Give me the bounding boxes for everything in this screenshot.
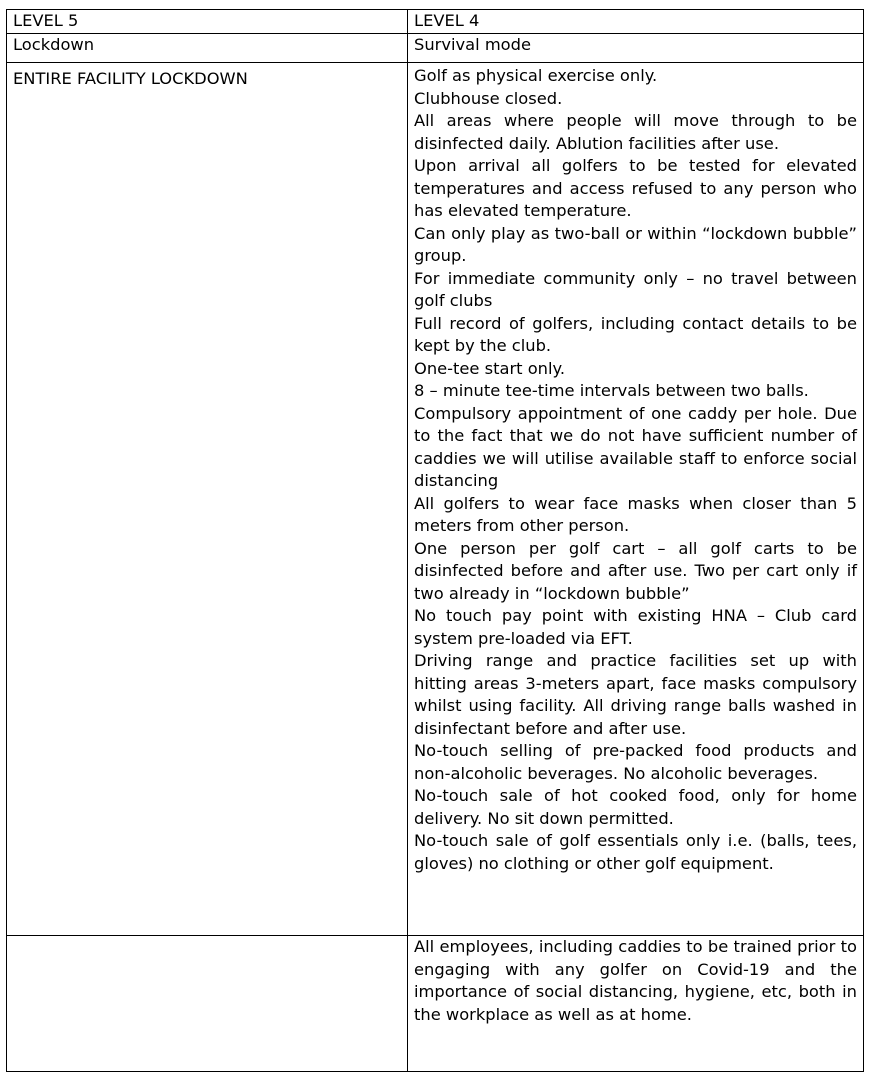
rule-item: No-touch sale of hot cooked food, only for home delivery. No sit down permitted. (414, 786, 857, 828)
rule-item: All golfers to wear face masks when closer than 5 meters from other person. (414, 493, 857, 535)
rule-item: One-tee start only. (414, 358, 566, 378)
rule-item: Can only play as two-ball or within “lockdown bubble” group. (414, 223, 857, 265)
subheader-survival-mode: Survival mode (408, 34, 864, 63)
level-4-rules-cell (408, 63, 864, 936)
employee-training-text: All employees, including caddies to be trained prior to engaging with any golfer on Covid-19 and the importance of social distancing, hygiene, etc, both in the workplace as well as at home. (414, 937, 857, 1024)
rule-item: Clubhouse closed. (414, 88, 563, 108)
table-header-row (7, 10, 864, 34)
rule-item: All areas where people will move through to be disinfected daily. Ablution facilities after use. (414, 111, 857, 153)
rule-item: Golf as physical exercise only. (414, 66, 658, 85)
header-level-5: LEVEL 5 (7, 10, 408, 34)
rule-item: Driving range and practice facilities set up with hitting areas 3-meters apart, face masks compulsory whilst using facility. All driving range balls washed in disinfectant before and after use. (414, 651, 857, 738)
subheader-lockdown: Lockdown (7, 34, 408, 63)
table-main-row (7, 63, 864, 936)
employee-training-cell (408, 936, 864, 1072)
level-5-description: ENTIRE FACILITY LOCKDOWN (7, 63, 408, 936)
levels-table (6, 9, 864, 1072)
rule-item: No-touch sale of golf essentials only i.e. (balls, tees, gloves) no clothing or other golf equipment. (414, 831, 857, 873)
rule-item: 8 – minute tee-time intervals between two balls. (414, 381, 809, 400)
rule-item: For immediate community only – no travel between golf clubs (414, 268, 857, 310)
level-5-empty-cell (7, 936, 408, 1072)
rule-item: Compulsory appointment of one caddy per hole. Due to the fact that we do not have sufficient number of caddies we will utilise available staff to enforce social distancing (414, 403, 857, 490)
table-last-row (7, 936, 864, 1072)
rule-item: Full record of golfers, including contact details to be kept by the club. (414, 313, 857, 355)
rule-item: No touch pay point with existing HNA – Club card system pre-loaded via EFT. (414, 606, 857, 648)
header-level-4: LEVEL 4 (408, 10, 864, 34)
rule-item: One person per golf cart – all golf carts to be disinfected before and after use. Two per cart only if two already in “lockdown bubble” (414, 538, 857, 603)
rule-item: No-touch selling of pre-packed food products and non-alcoholic beverages. No alcoholic beverages. (414, 741, 857, 783)
table-subheader-row (7, 34, 864, 63)
rule-item: Upon arrival all golfers to be tested for elevated temperatures and access refused to any person who has elevated temperature. (414, 156, 857, 220)
